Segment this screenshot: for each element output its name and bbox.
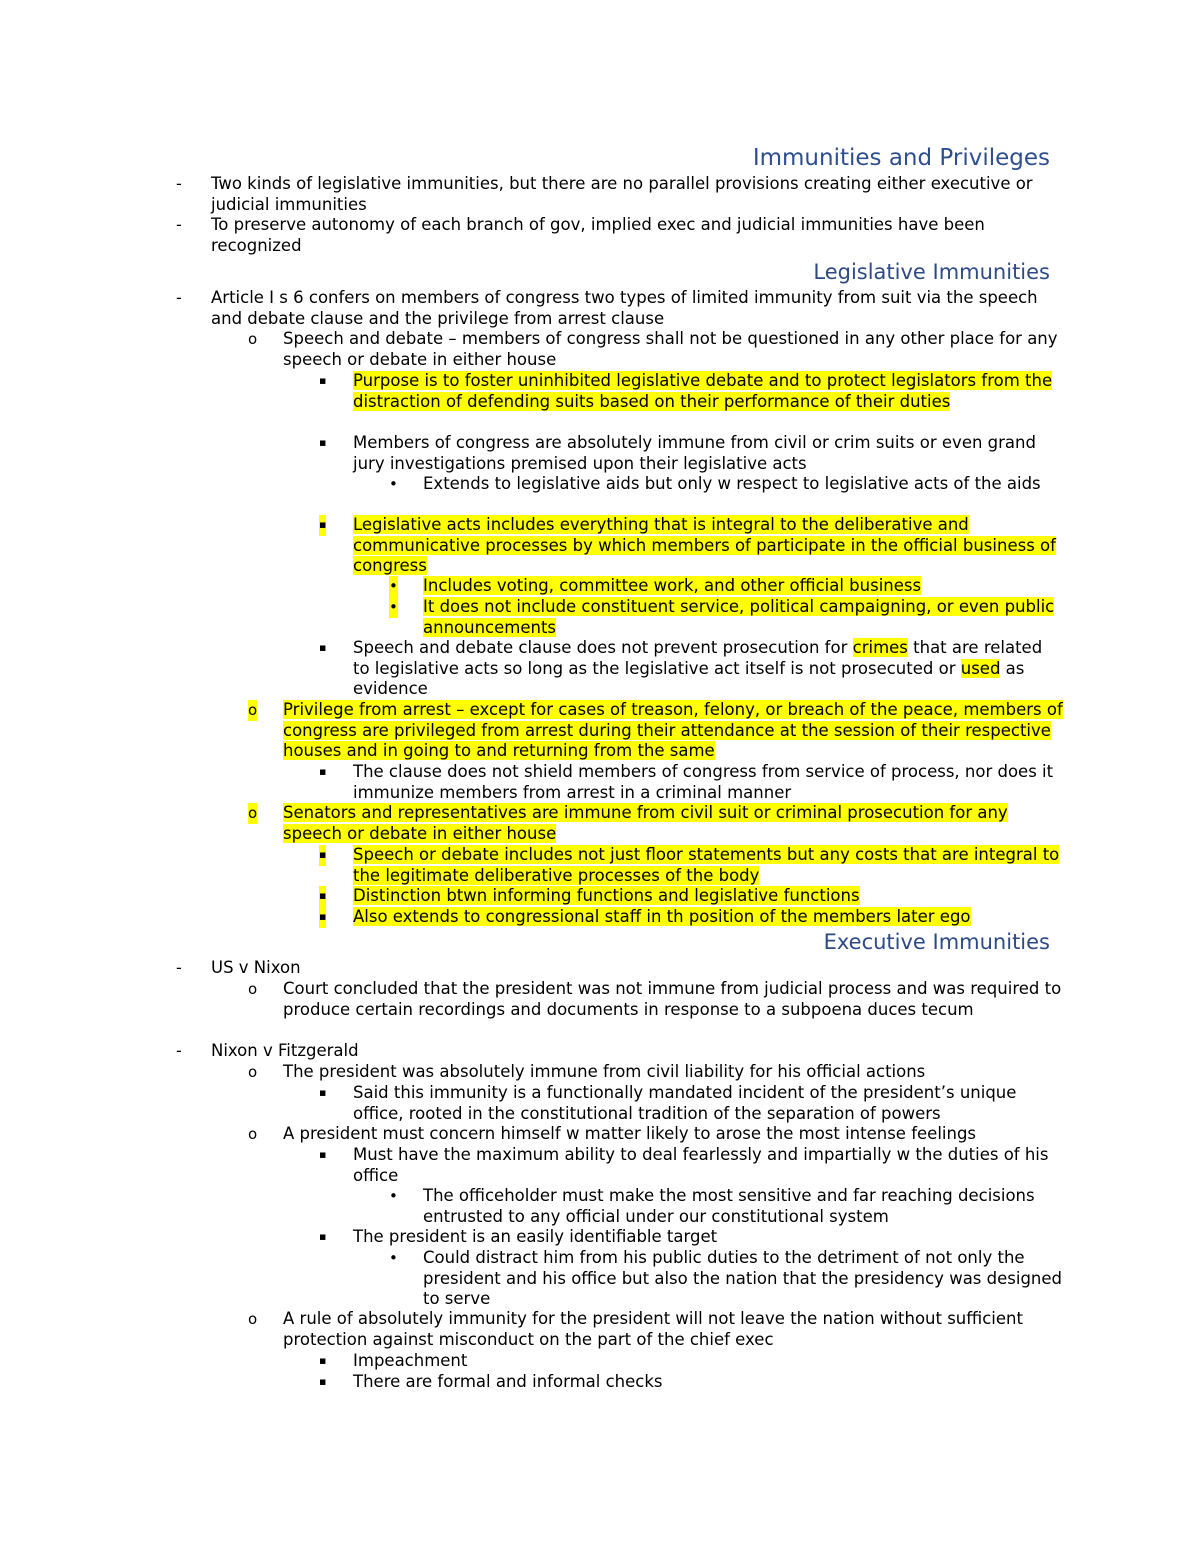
- highlighted-text: Also extends to congressional staff in th position of the members later ego: [353, 907, 971, 926]
- list-item-text: [353, 638, 1063, 700]
- list-item: [389, 576, 1063, 597]
- square-marker: ▪: [319, 886, 326, 907]
- list-item: [248, 1062, 1063, 1083]
- square-marker: ▪: [319, 765, 327, 778]
- list-item: [319, 762, 1063, 803]
- list-item-text: [353, 886, 1063, 907]
- dot-marker: •: [389, 475, 398, 493]
- text-segment: as evidence: [353, 658, 1025, 699]
- list-item: [319, 433, 1063, 474]
- list-item: [319, 1083, 1063, 1124]
- list-item-text: A rule of absolutely immunity for the president will not leave the nation without sufficient protection against misconduct on the part of the chief exec: [283, 1309, 1023, 1349]
- list-item-text: Article I s 6 confers on members of congress two types of limited immunity from suit via the speech and debate clause and the privilege from arrest clause: [211, 288, 1038, 328]
- list-item: [319, 845, 1063, 886]
- dot-marker: •: [389, 577, 398, 595]
- text-segment: Speech and debate clause does not prevent prosecution for: [353, 638, 853, 657]
- list-item: [176, 174, 1061, 215]
- list-item: [389, 1248, 1063, 1310]
- list-item-text: Could distract him from his public duties to the detriment of not only the president and his office but also the nation that the presidency was designed to serve: [423, 1248, 1063, 1309]
- dash-marker: -: [176, 288, 182, 307]
- list-item-text: Impeachment: [353, 1351, 468, 1370]
- list-item-text: [353, 845, 1063, 886]
- list-item-text: [353, 371, 1063, 412]
- highlighted-text: Purpose is to foster uninhibited legislative debate and to protect legislators from the distraction of defending suits based on their performance of their duties: [353, 371, 1053, 411]
- list-item-text: US v Nixon: [211, 958, 301, 977]
- circle-marker: o: [248, 330, 258, 348]
- list-item: [389, 1186, 1063, 1227]
- list-item-text: There are formal and informal checks: [353, 1372, 663, 1391]
- square-marker: ▪: [319, 515, 326, 536]
- list-item: [176, 215, 1061, 256]
- circle-marker: o: [248, 1310, 258, 1328]
- list-item: [319, 1351, 1063, 1372]
- square-marker: ▪: [319, 374, 327, 387]
- list-item: [319, 1372, 1063, 1393]
- list-item-text: [423, 597, 1063, 638]
- list-item-text: Nixon v Fitzgerald: [211, 1041, 359, 1060]
- list-item-text: To preserve autonomy of each branch of gov, implied exec and judicial immunities have been recognized: [211, 215, 985, 255]
- dash-marker: -: [176, 958, 182, 977]
- highlighted-text: Includes voting, committee work, and other official business: [423, 576, 922, 595]
- list-item: [319, 638, 1063, 700]
- text-segment: that are related to legislative acts so long as the legislative act itself is not prosecuted or: [353, 638, 1043, 678]
- list-item-text: Extends to legislative aids but only w respect to legislative acts of the aids: [423, 474, 1041, 493]
- list-item: [319, 371, 1063, 412]
- highlighted-word: used: [960, 658, 1001, 678]
- list-item-text: Must have the maximum ability to deal fearlessly and impartially w the duties of his office: [353, 1145, 1049, 1185]
- list-item-text: [423, 576, 1063, 597]
- section-heading-legislative: Legislative Immunities: [813, 260, 1050, 284]
- square-marker: ▪: [319, 845, 326, 866]
- list-item-text: [353, 907, 1063, 928]
- square-marker: ▪: [319, 1375, 327, 1388]
- highlighted-text: Distinction btwn informing functions and legislative functions: [353, 886, 860, 905]
- list-item-text: The president was absolutely immune from civil liability for his official actions: [283, 1062, 926, 1081]
- list-item-text: Members of congress are absolutely immune from civil or crim suits or even grand jury investigations premised upon their legislative acts: [353, 433, 1036, 473]
- square-marker: ▪: [319, 436, 327, 449]
- list-item-text: Said this immunity is a functionally mandated incident of the president’s unique office, rooted in the constitutional tradition of the separation of powers: [353, 1083, 1017, 1123]
- highlighted-word: crimes: [852, 638, 908, 657]
- highlighted-text: Legislative acts includes everything that is integral to the deliberative and communicative processes by which members of participate in the official business of congress: [353, 515, 1056, 576]
- square-marker: ▪: [319, 907, 326, 928]
- dash-marker: -: [176, 215, 182, 234]
- list-item-text: Two kinds of legislative immunities, but there are no parallel provisions creating either executive or judicial immunities: [211, 174, 1033, 214]
- highlighted-text: It does not include constituent service, political campaigning, or even public announcements: [423, 597, 1055, 637]
- document-title: Immunities and Privileges: [752, 145, 1050, 171]
- list-item: [248, 979, 1063, 1020]
- circle-marker: o: [248, 1125, 258, 1143]
- list-item: [319, 515, 1063, 577]
- list-item: [319, 1145, 1063, 1186]
- list-item-text: [353, 515, 1063, 577]
- circle-marker: o: [248, 804, 258, 822]
- dot-marker: •: [389, 1249, 398, 1267]
- list-item-text: The officeholder must make the most sensitive and far reaching decisions entrusted to any official under our constitutional system: [423, 1186, 1035, 1226]
- square-marker: ▪: [319, 641, 327, 654]
- dot-marker: •: [389, 598, 398, 616]
- dash-marker: -: [176, 174, 182, 193]
- list-item: [248, 329, 1063, 370]
- list-item: [248, 700, 1063, 762]
- list-item-text: Speech and debate – members of congress shall not be questioned in any other place for any speech or debate in either house: [283, 329, 1058, 369]
- list-item: [248, 1124, 1063, 1145]
- list-item: [389, 597, 1063, 638]
- circle-marker: o: [248, 701, 258, 719]
- list-item: [389, 474, 1063, 495]
- list-item: [248, 803, 1063, 844]
- list-item: [319, 907, 1063, 928]
- highlighted-text: Privilege from arrest – except for cases of treason, felony, or breach of the peace, members of congress are privileged from arrest during their attendance at the session of their respective houses and in going to and returning from the same: [283, 700, 1063, 761]
- circle-marker: o: [248, 980, 258, 998]
- dot-marker: •: [389, 1187, 398, 1205]
- section-heading-executive: Executive Immunities: [823, 930, 1050, 954]
- list-item-text: A president must concern himself w matter likely to arose the most intense feelings: [283, 1124, 977, 1143]
- list-item: [176, 1041, 1061, 1062]
- dash-marker: -: [176, 1041, 182, 1060]
- square-marker: ▪: [319, 1354, 327, 1367]
- circle-marker: o: [248, 1063, 258, 1081]
- highlighted-text: Senators and representatives are immune from civil suit or criminal prosecution for any speech or debate in either house: [283, 803, 1008, 843]
- list-item: [319, 1227, 1063, 1248]
- list-item-text: The clause does not shield members of congress from service of process, nor does it immunize members from arrest in a criminal manner: [353, 762, 1054, 802]
- square-marker: ▪: [319, 1086, 327, 1099]
- square-marker: ▪: [319, 1230, 327, 1243]
- list-item: [248, 1309, 1063, 1350]
- list-item-text: Court concluded that the president was not immune from judicial process and was required to produce certain recordings and documents in response to a subpoena duces tecum: [283, 979, 1062, 1019]
- list-item: [176, 958, 1061, 979]
- list-item-text: [283, 700, 1063, 762]
- list-item-text: [283, 803, 1063, 844]
- list-item: [176, 288, 1061, 329]
- list-item-text: The president is an easily identifiable target: [353, 1227, 718, 1246]
- highlighted-text: Speech or debate includes not just floor statements but any costs that are integral to the legitimate deliberative processes of the body: [353, 845, 1060, 885]
- square-marker: ▪: [319, 1148, 327, 1161]
- list-item: [319, 886, 1063, 907]
